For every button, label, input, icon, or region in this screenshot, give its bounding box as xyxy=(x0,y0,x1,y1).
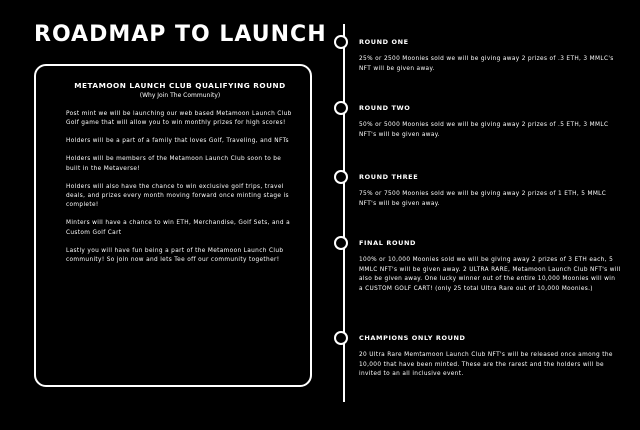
timeline-dot-icon xyxy=(334,101,348,115)
round-title: FINAL ROUND xyxy=(359,239,416,247)
qualifying-paragraph: Minters will have a chance to win ETH, Merchandise, Golf Sets, and a Custom Golf Cart xyxy=(66,220,291,236)
qualifying-paragraph: Holders will also have the chance to win exclusive golf trips, travel deals, and prizes every month moving forward once minting stage is complete! xyxy=(66,183,289,209)
round-description: 75% or 7500 Moonies sold we will be giving away 2 prizes of 1 ETH, 5 MMLC NFT's will be given away. xyxy=(359,191,607,207)
timeline-dot-icon xyxy=(334,331,348,345)
round-title: ROUND TWO xyxy=(359,104,411,112)
timeline-line xyxy=(343,24,345,402)
round-description: 25% or 2500 Moonies sold we will be giving away 2 prizes of .3 ETH, 3 MMLC's NFT will be given away. xyxy=(359,56,614,72)
page-title: ROADMAP TO LAUNCH xyxy=(34,22,327,47)
round-title: CHAMPIONS ONLY ROUND xyxy=(359,334,466,342)
qualifying-paragraph: Holders will be members of the Metamoon Launch Club soon to be built in the Metaverse! xyxy=(66,156,282,172)
timeline-dot-icon xyxy=(334,170,348,184)
timeline-dot-icon xyxy=(334,35,348,49)
qualifying-paragraph: Post mint we will be launching our web based Metamoon Launch Club Golf game that will allow you to win monthly prizes for high scores! xyxy=(66,111,292,127)
qualifying-round-card xyxy=(34,64,312,387)
qualifying-round-subtitle: (Why Join The Community) xyxy=(139,92,221,99)
qualifying-paragraph: Holders will be a part of a family that loves Golf, Traveling, and NFTs xyxy=(66,138,289,145)
round-description: 20 Ultra Rare Memtamoon Launch Club NFT's will be released once among the 10,000 that have been minted. These are the rarest and the holders will be invited to an all inclusive event. xyxy=(359,352,613,378)
round-description: 100% or 10,000 Moonies sold we will be giving away 2 prizes of 3 ETH each, 5 MMLC NFT's will be given away. 2 ULTRA RARE, Metamoon Launch Club NFT's will also be given away. One lucky winner out of the entire 10,000 Moonies will win a CUSTOM GOLF CART! (only 25 total Ultra Rare out of 10,000 Moonies.) xyxy=(359,257,621,292)
round-description: 50% or 5000 Moonies sold we will be giving away 2 prizes of .5 ETH, 3 MMLC NFT's will be given away. xyxy=(359,122,609,138)
round-title: ROUND ONE xyxy=(359,38,409,46)
timeline-dot-icon xyxy=(334,236,348,250)
qualifying-paragraph: Lastly you will have fun being a part of the Metamoon Launch Club community! So join now and lets Tee off our community together! xyxy=(66,247,284,263)
round-title: ROUND THREE xyxy=(359,173,419,181)
qualifying-round-title: METAMOON LAUNCH CLUB QUALIFYING ROUND xyxy=(74,81,286,90)
